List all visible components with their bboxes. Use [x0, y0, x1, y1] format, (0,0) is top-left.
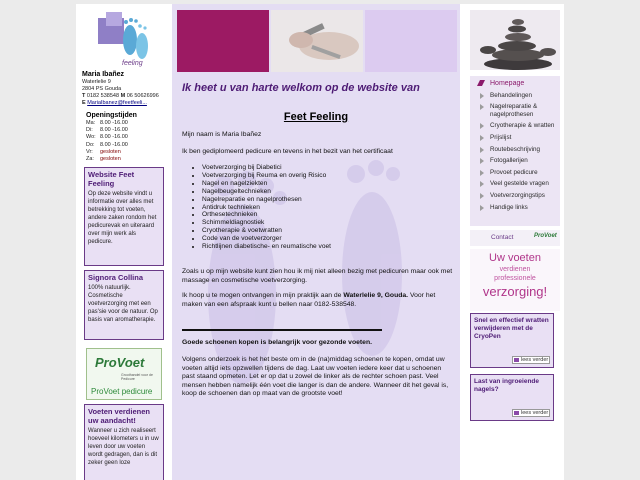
contact-phones — [82, 93, 170, 100]
banner-image-pedicure — [271, 10, 363, 72]
contact-city: 2804 PS Gouda — [82, 86, 122, 92]
right-column — [465, 4, 564, 480]
arrow-icon — [480, 93, 484, 99]
promo-line-1: Uw voeten — [489, 252, 541, 264]
phone-number: 0182 538548 — [86, 93, 120, 99]
provoet-brand: ProVoet — [95, 355, 145, 370]
hours-row: Vr: gesloten — [86, 148, 121, 155]
page-title: Feet Feeling — [283, 111, 349, 123]
page — [76, 4, 564, 480]
read-more-button[interactable]: lees verder — [512, 409, 550, 417]
website-info-box — [84, 167, 164, 266]
mobile-number: 06 50626996 — [126, 93, 159, 99]
banner-image-magenta — [177, 10, 269, 72]
provoet-banner[interactable] — [86, 348, 162, 400]
list-item: • Code van de voetverzorger — [202, 235, 331, 243]
foot-icon — [476, 79, 486, 87]
website-info-text: Op deze website vindt u informatie over alles met betrekking tot voeten, andere zaken rondom het pedicurevak en uiteraard over mijn werk als pedicure. — [88, 191, 157, 245]
nav-behandelingen[interactable]: Behandelingen — [470, 90, 560, 102]
email-link[interactable]: MariaIbanez@feetfeeli... — [87, 100, 147, 106]
nav-provoet[interactable]: Provoet pedicure — [470, 167, 560, 179]
promo-line-3: professionele — [494, 275, 536, 282]
welcome-heading: Ik heet u van harte welkom op de website van — [182, 82, 420, 94]
nav-veel-gestelde-vragen[interactable]: Veel gestelde vragen — [470, 178, 560, 190]
hours-row: Wo: 8.00 -16.00 — [86, 134, 128, 141]
promo-line-2: verdienen — [499, 266, 531, 273]
list-item: • Nagelreparatie en nagelprothesen — [202, 196, 331, 204]
signora-collina-title: Signora Collina — [88, 273, 144, 282]
arrow-icon — [514, 358, 519, 362]
certificate-text: Ik ben gediplomeerd pedicure en tevens in het bezit van het certificaat — [182, 148, 393, 155]
certificate-list — [182, 164, 331, 251]
shoes-heading: Goede schoenen kopen is belangrijk voor gezonde voeten. — [182, 339, 372, 346]
list-item: • Orthesetechnieken — [202, 211, 331, 219]
promo-line-4: verzorging! — [482, 284, 548, 299]
hours-row: Di: 8.00 -16.00 — [86, 127, 128, 134]
arrow-icon — [480, 181, 484, 187]
intro-text: Mijn naam is Maria Ibañez — [182, 131, 262, 138]
contact-name: Maria Ibañez — [82, 71, 125, 78]
contact-street: Waterlelie 9 — [82, 79, 111, 85]
ingrown-nails-box — [470, 374, 554, 421]
stones-photo-icon — [470, 10, 560, 70]
signora-collina-text: 100% natuurlijk. Cosmetische voetverzorging met een pas'sie voor de natuur. Op basis van aromatherapie. — [88, 285, 158, 323]
arrow-icon — [480, 205, 484, 211]
arrow-icon — [480, 135, 484, 141]
hours-row: Ma: 8.00 -16.00 — [86, 120, 128, 126]
arrow-icon — [480, 170, 484, 176]
hours-table — [86, 120, 128, 163]
list-item: • Antidruk technieken — [202, 204, 331, 212]
cryopen-box — [470, 313, 554, 368]
list-item: • Nagel en nagelziekten — [202, 180, 331, 188]
list-item: • Schimmeldiagnostiek — [202, 219, 331, 227]
main-navigation — [470, 76, 560, 226]
list-item: • Nagelbeugeltechnieken — [202, 188, 331, 196]
main-content — [172, 4, 460, 480]
read-more-button[interactable]: lees verder — [512, 356, 550, 364]
contact-link[interactable]: Contact — [491, 234, 514, 241]
hours-row: Za: gesloten — [86, 156, 121, 163]
list-item: • Richtlijnen diabetische- en reumatische voet — [202, 243, 331, 251]
nav-homepage[interactable]: Homepage — [470, 78, 560, 90]
signora-collina-box[interactable] — [84, 270, 164, 340]
provoet-small-logo[interactable]: ProVoet — [534, 233, 557, 239]
svg-text:feeling: feeling — [122, 60, 143, 67]
arrow-icon — [480, 104, 484, 110]
provoet-label: ProVoet pedicure — [91, 387, 153, 396]
list-item: • Voetverzorging bij Reuma en overig Risico — [202, 172, 331, 180]
hours-row: Do: 8.00 -16.00 — [86, 141, 128, 148]
arrow-icon — [480, 158, 484, 164]
feet-feeling-logo[interactable] — [96, 10, 151, 68]
left-column — [76, 4, 171, 480]
mobile-label: M — [120, 93, 126, 99]
nav-nagelreparatie[interactable]: Nagelreparatie & nagelprothesen — [470, 101, 560, 120]
provoet-sub: Groothandel voor de Pedicure — [121, 373, 153, 381]
arrow-icon — [480, 123, 484, 129]
arrow-icon — [514, 411, 519, 415]
header-banner — [177, 10, 457, 72]
nav-routebeschrijving[interactable]: Routebeschrijving — [470, 144, 560, 156]
list-item: • Voetverzorging bij Diabetici — [202, 164, 331, 172]
shoes-paragraph: Volgens onderzoek is het het beste om in de (na)middag schoenen te kopen, omdat uw voeten altijd iets opzwellen tijdens de dag. Laat uw voeten iedere keer dat u schoenen past staand opmeten. Let er op dat u zowel de linker als de rechter schoen past. Veel mensen hebben namelijk één voet die langer is dan de andere. Wanneer dit het geval is, koop de schoenen dan op maat van de grootste voet! — [182, 356, 449, 398]
contact-email-row — [82, 100, 170, 107]
arrow-icon — [480, 193, 484, 199]
nav-voetverzorgingstips[interactable]: Voetverzorgingstips — [470, 190, 560, 202]
nav-cryotherapie[interactable]: Cryotherapie & wratten — [470, 120, 560, 132]
list-item: • Cryotherapie & voetwratten — [202, 227, 331, 235]
promo-banner[interactable] — [470, 249, 560, 311]
hours-title: Openingstijden — [86, 112, 137, 119]
banner-image-lilac — [365, 10, 457, 72]
email-label: E — [82, 100, 86, 106]
website-info-title: Website Feet Feeling — [88, 170, 135, 188]
nav-fotogallerijen[interactable]: Fotogallerijen — [470, 155, 560, 167]
divider — [182, 329, 382, 331]
nav-prijslijst[interactable]: Prijslijst — [470, 132, 560, 144]
appointment-paragraph: Ik hoop u te mogen ontvangen in mijn praktijk aan de Waterlelie 9, Gouda. Voor het maken van een afspraak kunt u bellen naar 0182-538548. — [182, 292, 436, 308]
voeten-aandacht-box — [84, 404, 164, 480]
contact-block — [82, 70, 170, 107]
massage-paragraph: Zoals u op mijn website kunt zien hou ik mij niet alleen bezig met pedicuren maar ook met massage en cosmetische voetverzorging. — [182, 268, 453, 284]
pedicure-photo-icon — [271, 10, 363, 72]
arrow-icon — [480, 147, 484, 153]
ingrown-nails-text: Last van ingroeiende nagels? — [474, 378, 540, 393]
nav-handige-links[interactable]: Handige links — [470, 202, 560, 214]
voeten-aandacht-title: Voeten verdienen uw aandacht! — [88, 407, 150, 425]
contact-bar — [470, 230, 560, 246]
phone-label: T — [82, 93, 86, 99]
voeten-aandacht-text: Wanneer u zich realiseert hoeveel kilometers u in uw leven door uw voeten wordt gedragen, dan is dit zeker geen loze — [88, 428, 159, 466]
cryopen-text: Snel en effectief wratten verwijderen met de CryoPen — [474, 317, 549, 340]
